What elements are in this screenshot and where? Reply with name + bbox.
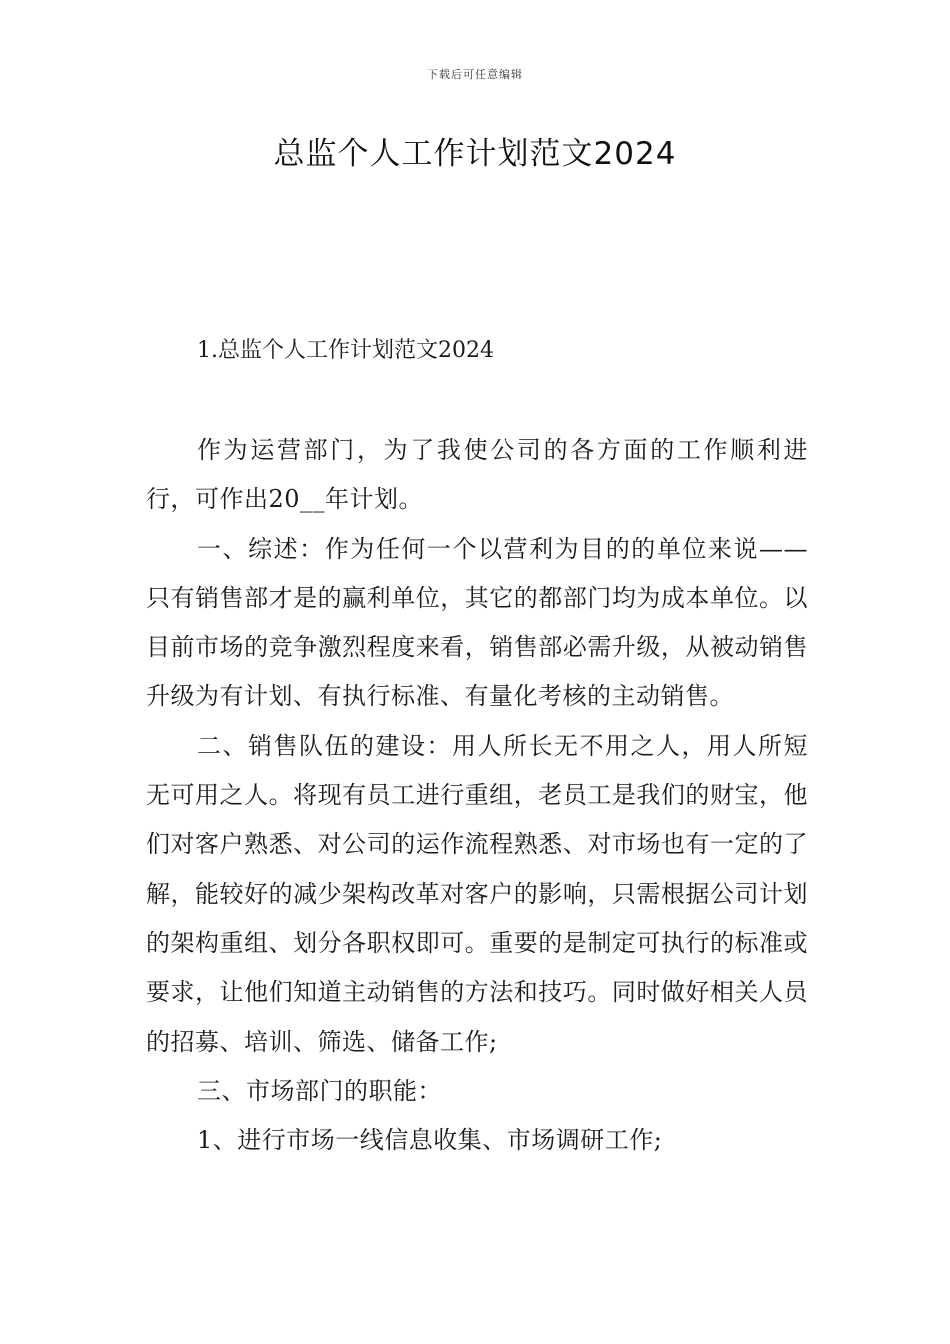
paragraph-item-1: 1、进行市场一线信息收集、市场调研工作; — [197, 1126, 663, 1155]
paragraph-intro: 作为运营部门，为了我使公司的各方面的工作顺利进行，可作出20__年计划。 — [146, 436, 808, 514]
paragraph-overview: 一、综述：作为任何一个以营利为目的的单位来说——只有销售部才是的赢利单位，其它的都部门均为成本单位。以目前市场的竞争激烈程度来看，销售部必需升级，从被动销售升级为有计划、有执行标准、有量化考核的主动销售。 — [146, 534, 808, 711]
page-header-note: 下载后可任意编辑 — [427, 68, 523, 81]
document-title: 总监个人工作计划范文2024 — [273, 136, 677, 172]
paragraph-sales-team: 二、销售队伍的建设：用人所长无不用之人，用人所短无可用之人。将现有员工进行重组，老员工是我们的财宝，他们对客户熟悉、对公司的运作流程熟悉、对市场也有一定的了解，能较好的减少架构改革对客户的影响，只需根据公司计划的架构重组、划分各职权即可。重要的是制定可执行的标准或要求，让他们知道主动销售的方法和技巧。同时做好相关人员的招募、培训、筛选、储备工作; — [146, 731, 808, 1056]
paragraph-market-functions: 三、市场部门的职能： — [197, 1076, 442, 1105]
document-body — [146, 426, 808, 1165]
section-heading: 1.总监个人工作计划范文2024 — [197, 338, 494, 363]
